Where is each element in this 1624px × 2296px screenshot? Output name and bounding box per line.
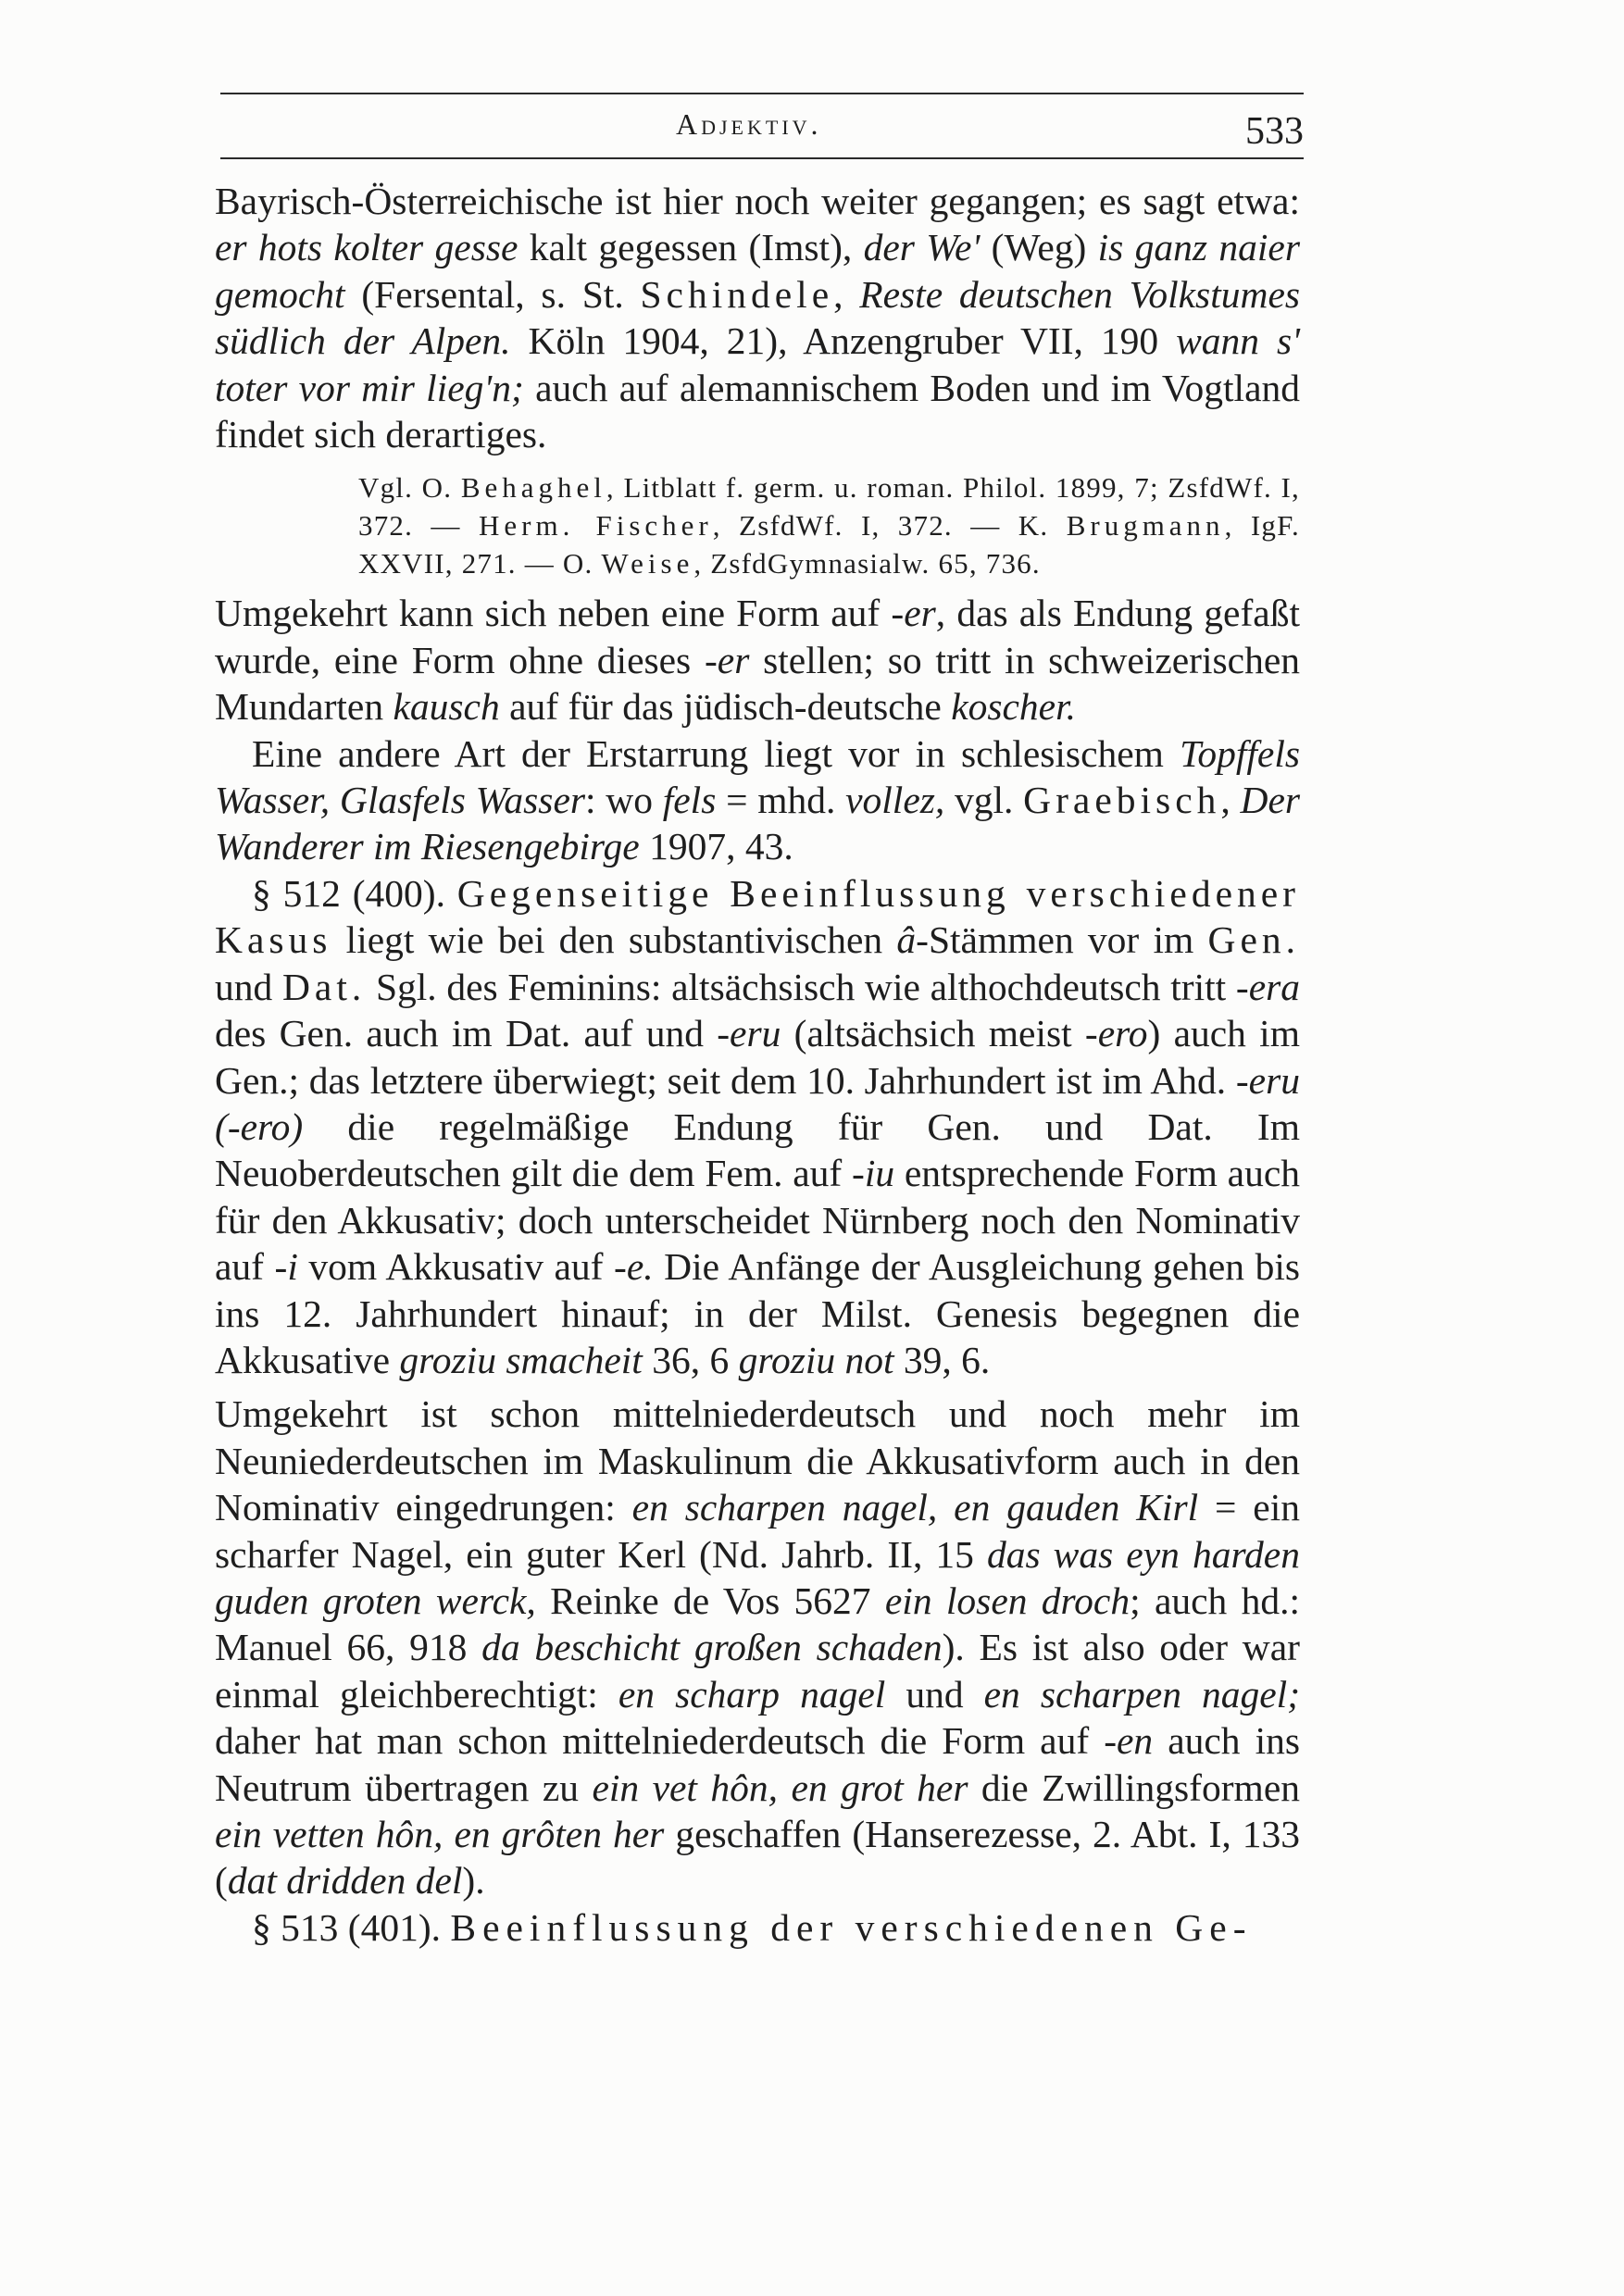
spaced-run: Dat.: [281, 965, 367, 1008]
text-run: auch auf alemannischem Boden und im Vogtland findet sich derartiges.: [215, 366, 1300, 456]
text-run: = mhd.: [716, 779, 846, 822]
body-paragraph: [215, 870, 1300, 1383]
text-run: Umgekehrt ist schon mittelniederdeutsch und noch mehr im Neuniederdeutschen im Maskulinum die Akkusativform auch in den Nominativ eingedrungen:: [215, 1392, 1300, 1529]
italic-run: ein vet hôn, en grot her: [592, 1766, 968, 1809]
italic-run: wann s' toter vor mir lieg'n;: [215, 319, 1300, 409]
body-paragraph: [215, 1904, 1300, 1951]
text-run: Eine andere Art der Erstarrung liegt vor in schlesischem: [252, 731, 1181, 775]
spaced-run: Gen.: [1207, 918, 1300, 962]
italic-run: Reste deutschen Volkstumes südlich der Alpen.: [215, 272, 1301, 363]
text-run: , ZsfdGymnasialw. 65, 736.: [693, 547, 1041, 580]
spaced-run: Behaghel: [460, 471, 606, 505]
text-run: (Weg): [980, 226, 1098, 269]
italic-run: en scharp nagel: [618, 1672, 886, 1716]
running-head: Adjektiv.: [676, 107, 822, 141]
text-run: liegt wie bei den substantivischen: [331, 918, 897, 962]
italic-run: Topffels Wasser, Glasfels Wasser: [215, 731, 1300, 822]
italic-run: vollez,: [845, 779, 945, 822]
italic-run: ein vetten hôn, en grôten her: [215, 1813, 665, 1855]
italic-run: groziu smacheit: [399, 1338, 643, 1381]
footnote-paragraph: [215, 468, 1300, 582]
italic-run: ein losen droch: [884, 1578, 1131, 1622]
italic-run: -i: [274, 1245, 298, 1289]
text-run: die regelmäßige Endung für Gen. und Dat. Im Neuoberdeutschen gilt die dem Fem. auf: [215, 1104, 1300, 1195]
body-paragraph: [215, 730, 1300, 870]
text-run: des Gen. auch im Dat. auf und: [215, 1012, 718, 1055]
text-run: § 512 (400).: [252, 871, 457, 915]
italic-run: -ero: [1084, 1012, 1148, 1055]
text-run: , IgF. XXVII, 271. — O.: [358, 509, 1301, 580]
text-run: und: [885, 1672, 984, 1716]
italic-run: das was eyn harden guden groten werck,: [215, 1532, 1300, 1622]
text-run: vgl.: [944, 779, 1024, 822]
page-number: 533: [1245, 110, 1304, 153]
text-run: , ZsfdWf. I, 372. — K.: [712, 509, 1067, 543]
spaced-run: Graebisch: [1023, 779, 1221, 822]
text-run: ,: [833, 272, 860, 316]
text-run: (altsächsich meist: [781, 1012, 1085, 1055]
text-run: Köln 1904, 21), Anzengruber VII, 190: [510, 319, 1177, 363]
italic-run: koscher.: [951, 685, 1077, 729]
text-run: geschaffen (Hanserezesse, 2. Abt. I, 133 (: [215, 1813, 1301, 1903]
italic-run: Der Wanderer im Riesengebirge: [215, 779, 1301, 868]
text-run: § 513 (401).: [252, 1905, 451, 1949]
body-paragraph: [215, 178, 1300, 457]
text-run: 39, 6.: [893, 1338, 991, 1381]
text-run: Reinke de Vos 5627: [535, 1578, 885, 1622]
header-rule-top: [220, 93, 1304, 94]
italic-run: en scharpen nagel, en gauden Kirl: [631, 1486, 1199, 1529]
body-text: [215, 178, 1300, 1951]
text-run: entsprechende Form auch für den Akkusativ; doch unterscheidet Nürnberg noch den Nominativ auf: [215, 1152, 1300, 1289]
italic-run: -eru (-ero): [215, 1058, 1300, 1148]
italic-run: -er: [704, 638, 750, 681]
body-paragraph: [215, 1391, 1300, 1903]
text-run: Vgl. O.: [358, 471, 461, 505]
italic-run: -en: [1104, 1719, 1154, 1763]
text-run: 36, 6: [642, 1338, 739, 1381]
italic-run: da beschicht großen schaden: [481, 1626, 943, 1669]
italic-run: -era: [1235, 965, 1301, 1008]
body-paragraph: [215, 590, 1300, 730]
text-run: Umgekehrt kann sich neben eine Form auf: [215, 592, 892, 635]
text-run: = ein scharfer Nagel, ein guter Kerl (Nd. Jahrb. II, 15: [215, 1486, 1300, 1576]
text-run: ) auch im Gen.; das letztere überwiegt; seit dem 10. Jahrhundert ist im Ahd.: [215, 1012, 1300, 1102]
italic-run: -eru: [717, 1012, 781, 1055]
text-run: ; auch hd.: Manuel 66, 918: [215, 1578, 1300, 1669]
text-run: , das als Endung gefaßt wurde, eine Form ohne dieses: [215, 592, 1300, 681]
spaced-run: Schindele: [640, 272, 834, 316]
italic-run: er hots kolter gesse: [215, 226, 518, 269]
italic-run: groziu not: [738, 1338, 894, 1381]
text-run: , Litblatt f. germ. u. roman. Philol. 1899, 7; ZsfdWf. I, 372. —: [358, 471, 1300, 543]
spaced-run: Brugmann: [1066, 509, 1225, 543]
text-run: Die Anfänge der Ausgleichung gehen bis ins 12. Jahrhundert hinauf; in der Milst. Genesis begegnen die Akkusative: [215, 1245, 1300, 1381]
italic-run: -e.: [614, 1245, 654, 1289]
text-run: -Stämmen vor im: [916, 918, 1208, 962]
italic-run: -er: [891, 592, 936, 635]
italic-run: dat dridden del: [227, 1859, 463, 1903]
text-run: ,: [1220, 779, 1241, 822]
text-run: 1907, 43.: [639, 825, 793, 868]
text-run: vom Akkusativ auf: [297, 1245, 615, 1289]
spaced-run: Herm. Fischer: [478, 509, 713, 543]
text-run: : wo: [585, 779, 663, 822]
italic-run: is ganz naier gemocht: [215, 226, 1300, 316]
spaced-run: Weise: [601, 547, 694, 580]
text-run: ).: [462, 1859, 485, 1903]
italic-run: fels: [662, 779, 717, 822]
spaced-run: Beeinflussung der verschiedenen Ge-: [450, 1905, 1253, 1949]
text-run: stellen; so tritt in schweizerischen Mundarten: [215, 638, 1300, 729]
spaced-run: Gegenseitige Beeinflussung verschiedener Kasus: [215, 871, 1300, 962]
text-run: die Zwillingsformen: [968, 1766, 1300, 1809]
italic-run: -iu: [852, 1152, 895, 1195]
italic-run: kausch: [393, 685, 500, 729]
italic-run: en scharpen nagel;: [983, 1672, 1301, 1716]
text-run: Sgl. des Feminins: altsächsisch wie althochdeutsch tritt: [366, 965, 1236, 1008]
text-run: und: [215, 965, 282, 1008]
text-run: daher hat man schon mittelniederdeutsch die Form auf: [215, 1719, 1105, 1763]
text-run: ). Es ist also oder war einmal gleichberechtigt:: [215, 1626, 1300, 1716]
text-run: auch ins Neutrum übertragen zu: [215, 1719, 1300, 1809]
text-run: (Fersental, s. St.: [344, 272, 641, 316]
italic-run: â: [896, 918, 917, 962]
text-run: kalt gegessen (Imst),: [518, 226, 864, 269]
italic-run: der We': [863, 226, 981, 269]
header-rule-bottom: [220, 157, 1304, 159]
text-run: auf für das jüdisch-deutsche: [499, 685, 952, 729]
text-run: Bayrisch-Österreichische ist hier noch weiter gegangen; es sagt etwa:: [215, 180, 1300, 222]
